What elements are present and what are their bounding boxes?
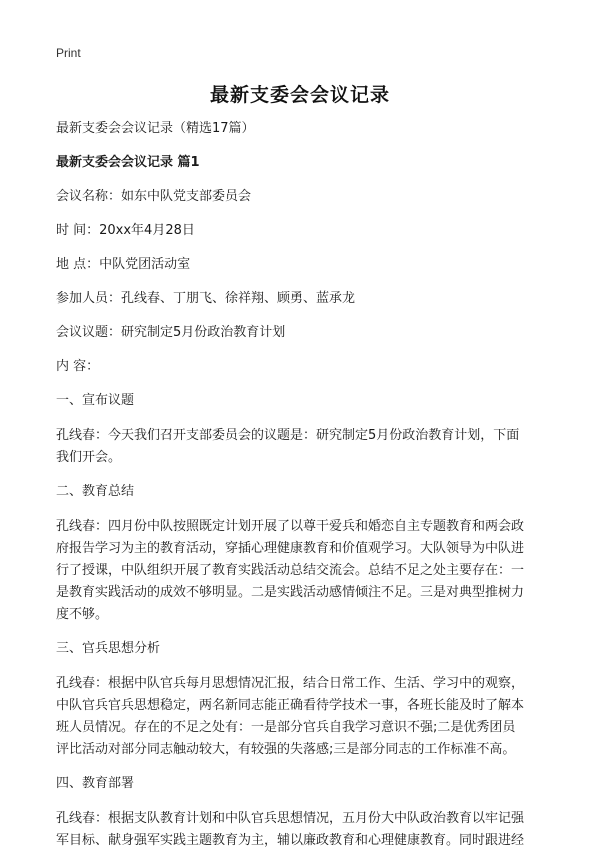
paragraph-line: 军目标、献身强军实践主题教育为主，辅以廉政教育和心理健康教育。同时跟进经 [56,833,525,848]
paragraph-line: 度不够。 [56,607,109,622]
paragraph-line: 孔线春：根据中队官兵每月思想情况汇报，结合日常工作、生活、学习中的观察， [56,676,525,691]
paragraph-line: 孔线春：今天我们召开支部委员会的议题是：研究制定5月份政治教育计划，下面 [56,428,520,443]
heading-1: 一、宣布议题 [56,393,135,408]
doc-subtitle: 最新支委会会议记录（精选17篇） [56,121,255,136]
paragraph-line: 孔线春：根据支队教育计划和中队官兵思想情况，五月份大中队政治教育以牢记强 [56,811,525,826]
content-label: 内 容： [56,359,100,374]
meeting-topic: 会议议题：研究制定5月份政治教育计划 [56,325,286,340]
heading-3: 三、官兵思想分析 [56,641,161,656]
paragraph-4 [56,808,546,852]
paragraph-line: 行了授课，中队组织开展了教育实践活动总结交流会。总结不足之处主要存在：一 [56,563,525,578]
heading-2: 二、教育总结 [56,484,135,499]
meeting-time: 时 间：20xx年4月28日 [56,223,195,238]
paragraph-line: 班人员情况。存在的不足之处有：一是部分官兵自我学习意识不强;二是优秀团员 [56,720,516,735]
paragraph-line: 府报告学习为主的教育活动，穿插心理健康教育和价值观学习。大队领导为中队进 [56,541,525,556]
paragraph-3 [56,673,546,761]
paragraph-line: 孔线春：四月份中队按照既定计划开展了以尊干爱兵和婚恋自主专题教育和两会政 [56,519,525,534]
paragraph-line: 中队官兵官兵思想稳定，两名新同志能正确看待学技术一事，各班长能及时了解本 [56,698,525,713]
paragraph-line: 评比活动对部分同志触动较大，有较强的失落感;三是部分同志的工作标准不高。 [56,742,516,757]
paragraph-line: 是教育实践活动的成效不够明显。二是实践活动感情倾注不足。三是对典型推树力 [56,585,525,600]
page-title: 最新支委会会议记录 [209,84,390,106]
print-label[interactable]: Print [56,46,81,60]
paragraph-line: 我们开会。 [56,450,122,465]
paragraph-1 [56,425,546,469]
meeting-attendees: 参加人员：孔线春、丁朋飞、徐祥翔、顾勇、蓝承龙 [56,291,356,306]
paragraph-2 [56,516,546,626]
document-body [56,118,546,852]
meeting-name: 会议名称：如东中队党支部委员会 [56,189,252,204]
section-title: 最新支委会会议记录 篇1 [56,155,200,170]
meeting-place: 地 点：中队党团活动室 [56,257,191,272]
heading-4: 四、教育部署 [56,776,135,791]
